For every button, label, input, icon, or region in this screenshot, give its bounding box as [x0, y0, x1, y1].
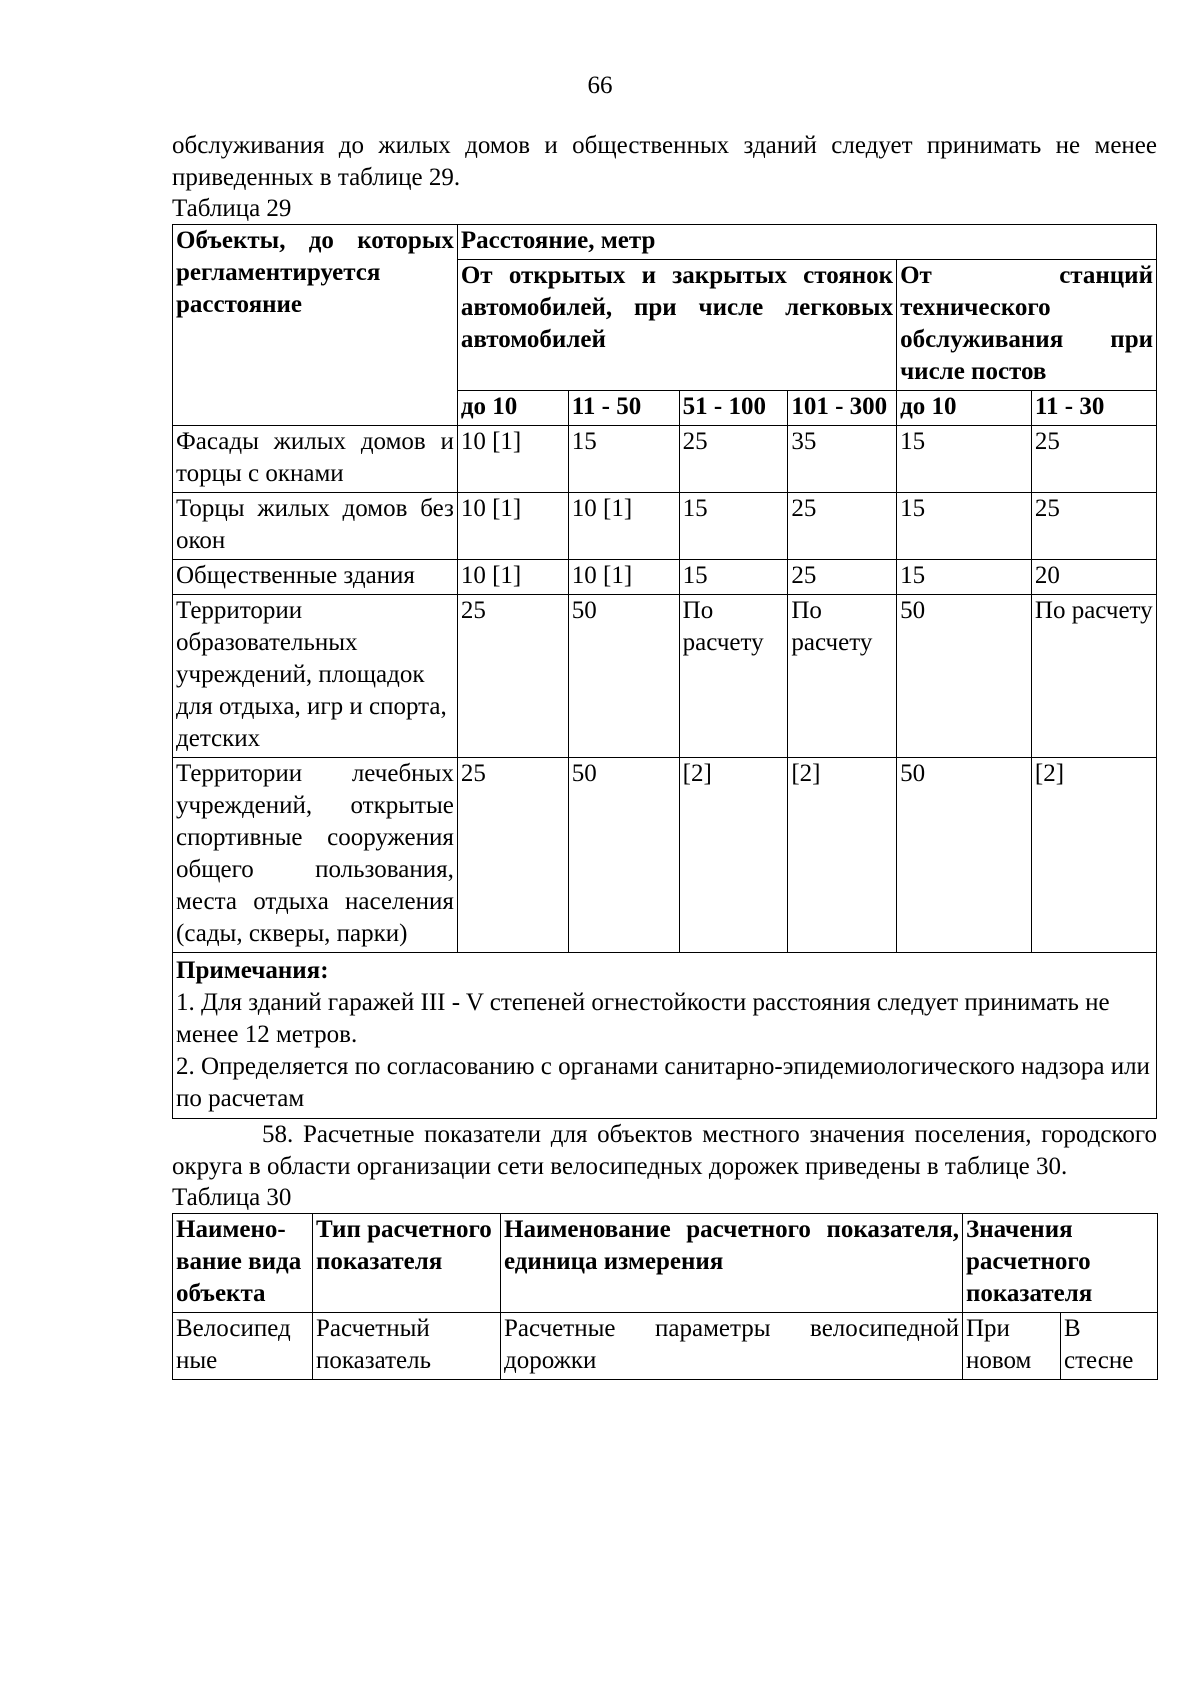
t30-cell: При новом — [963, 1313, 1061, 1380]
row-value: По расчету — [1031, 595, 1156, 758]
row-value: По расчету — [788, 595, 897, 758]
row-value: 20 — [1031, 560, 1156, 595]
t30-header-object-type: Наимено-вание вида объекта — [173, 1214, 313, 1313]
table-row — [173, 1313, 1158, 1380]
t30-cell: Расчетный показатель — [313, 1313, 501, 1380]
subheader-cell: 51 - 100 — [679, 391, 788, 426]
row-value: 10 [1] — [568, 560, 679, 595]
t30-header-indicator-name: Наименование расчетного показателя, единица измерения — [501, 1214, 963, 1313]
row-value: 25 — [457, 595, 568, 758]
row-value: 10 [1] — [457, 560, 568, 595]
row-value: [2] — [788, 758, 897, 953]
row-value: По расчету — [679, 595, 788, 758]
row-value: 15 — [679, 493, 788, 560]
row-value: 15 — [897, 426, 1032, 493]
header-distance: Расстояние, метр — [457, 225, 1156, 260]
row-value: 50 — [568, 595, 679, 758]
row-object: Торцы жилых домов без окон — [173, 493, 458, 560]
table-row — [173, 560, 1157, 595]
table-30 — [172, 1213, 1158, 1380]
row-value: 50 — [897, 595, 1032, 758]
table29-caption: Таблица 29 — [172, 195, 292, 222]
row-value: 25 — [788, 493, 897, 560]
note-item: 1. Для зданий гаражей III - V степеней огнестойкости расстояния следует принимать не менее 12 метров. — [176, 989, 1110, 1048]
table-29 — [172, 224, 1157, 1119]
header-service-stations: От станций технического обслуживания при числе постов — [897, 260, 1157, 391]
row-object: Фасады жилых домов и торцы с окнами — [173, 426, 458, 493]
header-parking: От открытых и закрытых стоянок автомобилей, при числе легковых автомобилей — [457, 260, 896, 391]
subheader-cell: 101 - 300 — [788, 391, 897, 426]
subheader-cell: 11 - 50 — [568, 391, 679, 426]
row-object: Общественные здания — [173, 560, 458, 595]
row-value: 10 [1] — [457, 493, 568, 560]
note-item: 2. Определяется по согласованию с органами санитарно-эпидемиологического надзора или по расчетам — [176, 1053, 1150, 1112]
notes-cell — [173, 953, 1157, 1119]
row-value: 25 — [679, 426, 788, 493]
row-value: 25 — [788, 560, 897, 595]
table-row — [173, 595, 1157, 758]
t30-header-values: Значения расчетного показателя — [963, 1214, 1158, 1313]
row-value: 10 [1] — [568, 493, 679, 560]
document-body — [172, 130, 1157, 1380]
t30-cell: Расчетные параметры велосипедной дорожки — [501, 1313, 963, 1380]
t30-header-indicator-type: Тип расчетного показателя — [313, 1214, 501, 1313]
row-value: [2] — [1031, 758, 1156, 953]
table30-caption: Таблица 30 — [172, 1184, 292, 1211]
header-objects: Объекты, до которых регламентируется расстояние — [173, 225, 458, 426]
t30-cell: В стесне — [1061, 1313, 1158, 1380]
subheader-cell: до 10 — [897, 391, 1032, 426]
row-value: 15 — [568, 426, 679, 493]
row-value: 35 — [788, 426, 897, 493]
row-value: [2] — [679, 758, 788, 953]
page-number: 66 — [587, 72, 613, 99]
subheader-cell: до 10 — [457, 391, 568, 426]
table-row — [173, 493, 1157, 560]
paragraph-58: 58. Расчетные показатели для объектов местного значения поселения, городского округа в области организации сети велосипедных дорожек приведены в таблице 30. — [172, 1121, 1157, 1180]
row-value: 25 — [1031, 426, 1156, 493]
row-value: 50 — [897, 758, 1032, 953]
row-value: 15 — [679, 560, 788, 595]
subheader-cell: 11 - 30 — [1031, 391, 1156, 426]
table-row — [173, 758, 1157, 953]
notes-title: Примечания: — [176, 957, 329, 984]
row-value: 25 — [457, 758, 568, 953]
row-object: Территории лечебных учреждений, открытые спортивные сооружения общего пользования, места отдыха населения (сады, скверы, парки) — [173, 758, 458, 953]
row-value: 15 — [897, 560, 1032, 595]
t30-cell: Велосипед ные — [173, 1313, 313, 1380]
row-value: 15 — [897, 493, 1032, 560]
row-value: 10 [1] — [457, 426, 568, 493]
table-row — [173, 426, 1157, 493]
row-value: 25 — [1031, 493, 1156, 560]
row-object: Территории образовательных учреждений, площадок для отдыха, игр и спорта, детских — [173, 595, 458, 758]
intro-paragraph: обслуживания до жилых домов и общественных зданий следует принимать не менее приведенных в таблице 29. — [172, 132, 1157, 191]
row-value: 50 — [568, 758, 679, 953]
